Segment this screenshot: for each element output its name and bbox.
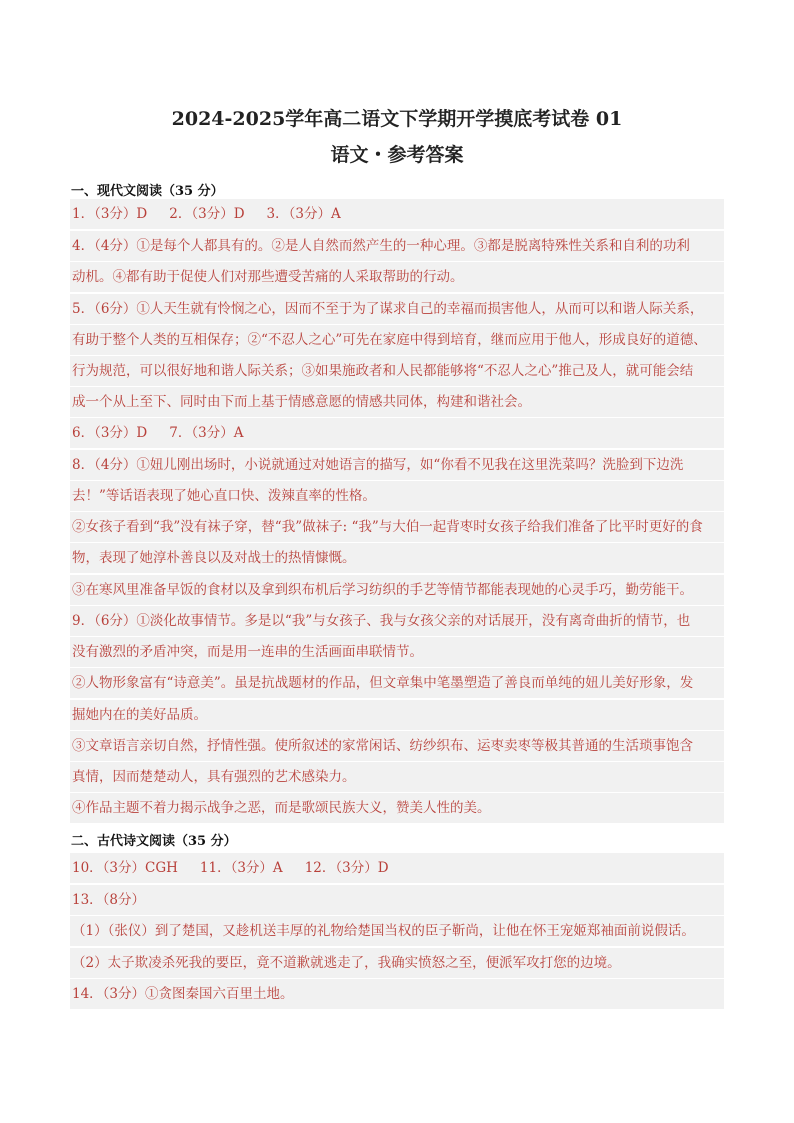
answer-line: 4．（4分）①是每个人都具有的。②是人自然而然产生的一种心理。③都是脱离特殊性关系和自利的功利	[70, 231, 724, 261]
answer-line: 9．（6分）①淡化故事情节。多是以“我”与女孩子、我与女孩父亲的对话展开，没有离奇曲折的情节，也	[70, 606, 724, 636]
answer-line: ③在寒风里准备早饭的食材以及拿到织布机后学习纺织的手艺等情节都能表现她的心灵手巧，勤劳能干。	[70, 575, 724, 605]
section-heading-modern-reading: 一、现代文阅读（35 分）	[71, 184, 224, 199]
answer-q10: 10．（3分）CGH	[72, 860, 178, 876]
answer-row-10-12	[70, 853, 724, 883]
answer-line: 物，表现了她淳朴善良以及对战士的热情慷慨。	[70, 543, 724, 573]
answer-line: ④作品主题不着力揭示战争之恶，而是歌颂民族大义，赞美人性的美。	[70, 793, 724, 823]
section-heading-classical-reading: 二、古代诗文阅读（35 分）	[71, 834, 237, 849]
answer-line: 动机。④都有助于促使人们对那些遭受苦痛的人采取帮助的行动。	[70, 262, 724, 292]
answer-line: 行为规范，可以很好地和谐人际关系；③如果施政者和人民都能够将“不忍人之心”推己及人，就可能会结	[70, 356, 724, 386]
answer-q3: 3．（3分）A	[266, 206, 341, 222]
page-subtitle: 语文・参考答案	[330, 144, 464, 166]
answer-line: （1）（张仪）到了楚国，又趁机送丰厚的礼物给楚国当权的臣子靳尚，让他在怀王宠姬郑袖面前说假话。	[70, 916, 724, 946]
answer-row-6-7	[70, 418, 724, 448]
answer-line: ③文章语言亲切自然，抒情性强。使所叙述的家常闲话、纺纱织布、运枣卖枣等极其普通的生活琐事饱含	[70, 731, 724, 761]
answer-q2: 2．（3分）D	[169, 206, 245, 222]
answer-row-1-3	[70, 199, 724, 229]
answer-line: 去！”等话语表现了她心直口快、泼辣直率的性格。	[70, 481, 724, 511]
answer-line: 有助于整个人类的互相保存；②“不忍人之心”可先在家庭中得到培育，继而应用于他人，形成良好的道德、	[70, 325, 724, 355]
answer-line: ②女孩子看到“我”没有袜子穿，替“我”做袜子: “我”与大伯一起背枣时女孩子给我们准备了比平时更好的食	[70, 512, 724, 542]
answer-q1: 1．（3分）D	[72, 206, 148, 222]
answer-line: 8．（4分）①妞儿刚出场时，小说就通过对她语言的描写，如“你看不见我在这里洗菜吗？洗脸到下边洗	[70, 450, 724, 480]
answer-line: 没有激烈的矛盾冲突，而是用一连串的生活画面串联情节。	[70, 637, 724, 667]
answer-line: 掘她内在的美好品质。	[70, 700, 724, 730]
answer-line: 5．（6分）①人天生就有怜悯之心，因而不至于为了谋求自己的幸福而损害他人，从而可以和谐人际关系，	[70, 294, 724, 324]
answer-q11: 11．（3分）A	[199, 860, 283, 876]
answer-line: 14．（3分）①贪图秦国六百里土地。	[70, 979, 724, 1009]
answer-line: ②人物形象富有“诗意美”。虽是抗战题材的作品，但文章集中笔墨塑造了善良而单纯的妞儿美好形象，发	[70, 668, 724, 698]
answer-line: 13．（8分）	[70, 885, 724, 915]
answer-q12: 12．（3分）D	[304, 860, 389, 876]
answer-q7: 7．（3分）A	[169, 425, 244, 441]
answer-line: （2）太子欺凌杀死我的要臣，竟不道歉就逃走了，我确实愤怒之至，便派军攻打您的边境。	[70, 948, 724, 978]
answer-q6: 6．（3分）D	[72, 425, 148, 441]
page-title: 2024-2025学年高二语文下学期开学摸底考试卷 01	[171, 108, 623, 130]
answer-line: 真情，因而楚楚动人，具有强烈的艺术感染力。	[70, 762, 724, 792]
answer-line: 成一个从上至下、同时由下而上基于情感意愿的情感共同体，构建和谐社会。	[70, 387, 724, 417]
